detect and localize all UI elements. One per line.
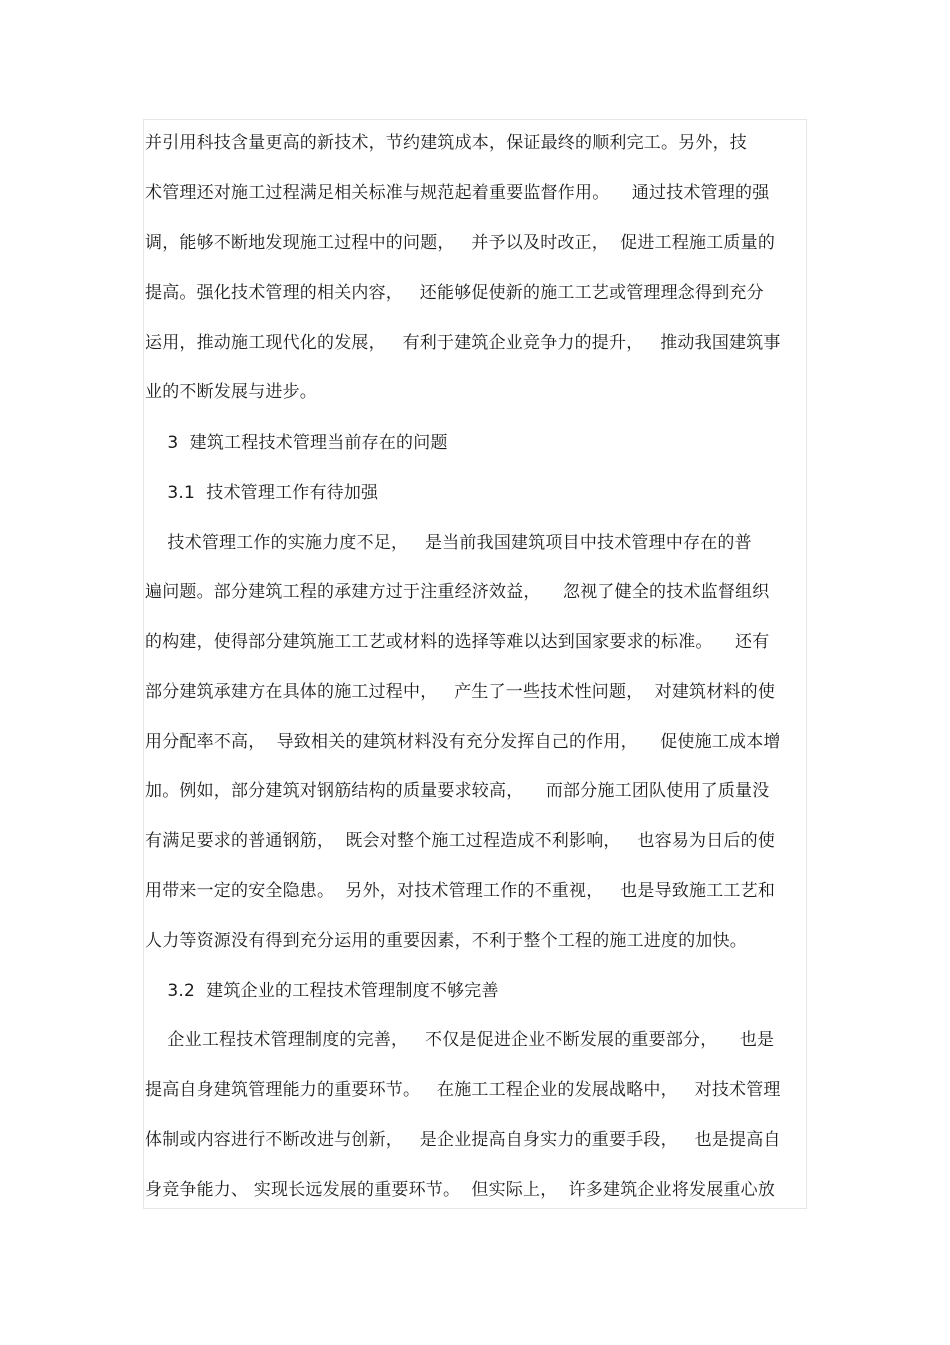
text-line: 用分配率不高， 导致相关的建筑材料没有充分发挥自己的作用， 促使施工成本增 [145,732,781,752]
text-line: 并引用科技含量更高的新技术，节约建筑成本，保证最终的顺利完工。另外，技 [145,133,747,153]
section-heading: 3 建筑工程技术管理当前存在的问题 [145,433,448,453]
text-line: 身竞争能力、 实现长远发展的重要环节。 但实际上， 许多建筑企业将发展重心放 [145,1180,776,1200]
text-line: 部分建筑承建方在具体的施工过程中， 产生了一些技术性问题， 对建筑材料的使 [145,682,776,702]
text-line: 用带来一定的安全隐患。 另外，对技术管理工作的不重视， 也是导致施工工艺和 [145,881,776,901]
text-line: 有满足要求的普通钢筋， 既会对整个施工过程造成不利影响， 也容易为日后的使 [145,831,776,851]
text-line: 企业工程技术管理制度的完善， 不仅是促进企业不断发展的重要部分， 也是 [145,1030,775,1050]
subsection-heading: 3.1 技术管理工作有待加强 [145,483,379,503]
text-line: 提高自身建筑管理能力的重要环节。 在施工工程企业的发展战略中， 对技术管理 [145,1080,781,1100]
text-line: 业的不断发展与进步。 [145,382,317,402]
text-line: 技术管理工作的实施力度不足， 是当前我国建筑项目中技术管理中存在的普 [145,533,752,553]
text-line: 遍问题。部分建筑工程的承建方过于注重经济效益， 忽视了健全的技术监督组织 [145,582,770,602]
text-line: 调，能够不断地发现施工过程中的问题， 并予以及时改正， 促进工程施工质量的 [145,233,776,253]
text-line: 提高。强化技术管理的相关内容， 还能够促使新的施工工艺或管理理念得到充分 [145,283,764,303]
text-line: 运用，推动施工现代化的发展， 有利于建筑企业竞争力的提升， 推动我国建筑事 [145,333,781,353]
text-line: 加。例如，部分建筑对钢筋结构的质量要求较高， 而部分施工团队使用了质量没 [145,781,770,801]
text-line: 术管理还对施工过程满足相关标准与规范起着重要监督作用。 通过技术管理的强 [145,183,770,203]
text-line: 的构建，使得部分建筑施工工艺或材料的选择等难以达到国家要求的标准。 还有 [145,632,770,652]
text-line: 体制或内容进行不断改进与创新， 是企业提高自身实力的重要手段， 也是提高自 [145,1130,781,1150]
subsection-heading: 3.2 建筑企业的工程技术管理制度不够完善 [145,981,499,1001]
text-line: 人力等资源没有得到充分运用的重要因素，不利于整个工程的施工进度的加快。 [145,931,747,951]
